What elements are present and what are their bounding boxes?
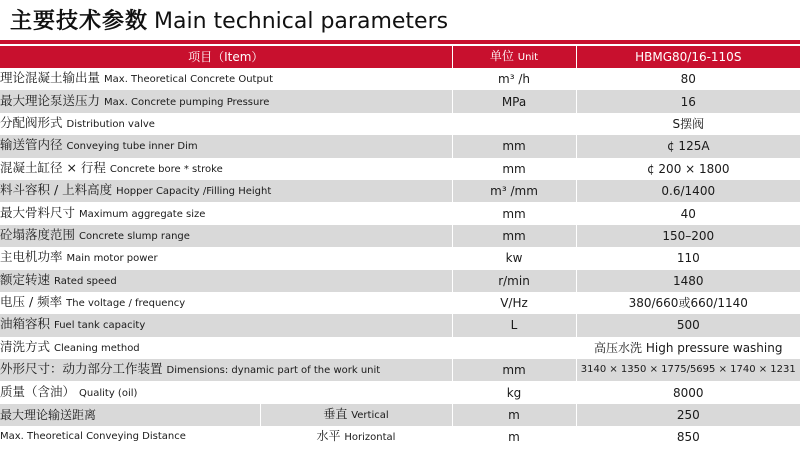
value-cell: 3140 × 1350 × 1775/5695 × 1740 × 1231	[576, 359, 800, 381]
header-item: 项目（Item）	[0, 46, 452, 68]
value-cell: S摆阀	[576, 113, 800, 135]
unit-cell: MPa	[452, 90, 576, 112]
unit-cell: mm	[452, 359, 576, 381]
param-zh: 外形尺寸：动力部分工作装置	[0, 361, 163, 377]
header-unit-zh: 单位	[489, 49, 514, 63]
param-zh: 电压 / 频率	[0, 294, 63, 310]
value-cell: 0.6/1400	[576, 180, 800, 202]
value-cell: 110	[576, 247, 800, 269]
param-zh: 混凝土缸径 × 行程	[0, 159, 106, 175]
unit-cell: m	[452, 426, 576, 448]
param-en: Cleaning method	[54, 342, 140, 354]
value-cell: 500	[576, 314, 800, 336]
param-en: Main motor power	[66, 253, 158, 265]
conveying-zh: 最大理论输送距离	[0, 404, 260, 426]
param-zh: 质量（含油）	[0, 383, 76, 399]
value-cell: 850	[576, 426, 800, 448]
param-en: Dimensions: dynamic part of the work unit	[166, 365, 381, 377]
unit-cell: mm	[452, 135, 576, 157]
param-en: Max. Concrete pumping Pressure	[104, 96, 270, 108]
table-row-conveying-horizontal	[0, 426, 800, 448]
horizontal-zh: 水平	[316, 429, 341, 444]
table-row	[0, 314, 800, 336]
param-en: The voltage / frequency	[66, 298, 186, 310]
vertical-zh: 垂直	[323, 407, 348, 422]
param-cell	[0, 247, 452, 269]
param-cell	[0, 135, 452, 157]
param-cell	[0, 359, 452, 381]
param-cell	[0, 337, 452, 359]
unit-cell: L	[452, 314, 576, 336]
value-cell: ¢ 125A	[576, 135, 800, 157]
table-row	[0, 381, 800, 403]
conveying-vertical-label	[260, 404, 452, 426]
table-row	[0, 180, 800, 202]
table-row	[0, 90, 800, 112]
param-zh: 额定转速	[0, 271, 51, 287]
table-row	[0, 68, 800, 90]
param-cell	[0, 158, 452, 180]
table-row	[0, 337, 800, 359]
param-cell	[0, 68, 452, 90]
param-zh: 料斗容积 / 上料高度	[0, 182, 113, 198]
unit-cell: m³ /h	[452, 68, 576, 90]
unit-cell: V/Hz	[452, 292, 576, 314]
table-row	[0, 135, 800, 157]
table-row	[0, 292, 800, 314]
page-header	[0, 0, 800, 44]
param-zh: 油箱容积	[0, 316, 51, 332]
param-en: Concrete bore * stroke	[109, 163, 223, 175]
value-cell: 1480	[576, 270, 800, 292]
unit-cell: kw	[452, 247, 576, 269]
param-zh: 砼塌落度范围	[0, 226, 76, 242]
unit-cell: mm	[452, 202, 576, 224]
unit-cell: kg	[452, 381, 576, 403]
value-cell: 8000	[576, 381, 800, 403]
param-en: Concrete slump range	[79, 230, 190, 242]
param-cell	[0, 180, 452, 202]
table-body	[0, 68, 800, 449]
page-title	[10, 8, 448, 36]
param-en: Quality (oil)	[79, 387, 138, 399]
table-row	[0, 247, 800, 269]
param-cell	[0, 381, 452, 403]
value-cell: 40	[576, 202, 800, 224]
header-unit-en: Unit	[517, 52, 539, 63]
table-row-conveying-vertical	[0, 404, 800, 426]
unit-cell: mm	[452, 158, 576, 180]
table-row	[0, 225, 800, 247]
header-model: HBMG80/16-110S	[576, 46, 800, 68]
spec-table	[0, 46, 800, 449]
param-cell	[0, 113, 452, 135]
horizontal-en: Horizontal	[344, 432, 396, 444]
param-zh: 清洗方式	[0, 338, 51, 354]
header-unit	[452, 46, 576, 68]
table-header-row	[0, 46, 800, 68]
table-row	[0, 359, 800, 381]
unit-cell: m	[452, 404, 576, 426]
value-cell: 16	[576, 90, 800, 112]
conveying-horizontal-label	[260, 426, 452, 448]
unit-cell	[452, 113, 576, 135]
param-cell	[0, 314, 452, 336]
param-cell	[0, 292, 452, 314]
param-cell	[0, 202, 452, 224]
param-cell	[0, 270, 452, 292]
param-en: Max. Theoretical Concrete Output	[104, 74, 274, 86]
param-en: Distribution valve	[66, 118, 155, 130]
param-zh: 理论混凝土输出量	[0, 70, 101, 86]
unit-cell	[452, 337, 576, 359]
table-row	[0, 158, 800, 180]
value-cell: 高压水洗 High pressure washing	[576, 337, 800, 359]
param-zh: 最大骨料尺寸	[0, 204, 76, 220]
value-cell: ¢ 200 × 1800	[576, 158, 800, 180]
param-zh: 输送管内径	[0, 137, 63, 153]
table-row	[0, 113, 800, 135]
value-cell: 150–200	[576, 225, 800, 247]
title-en: Main technical parameters	[154, 9, 449, 34]
value-cell: 250	[576, 404, 800, 426]
param-en: Conveying tube inner Dim	[66, 141, 198, 153]
param-cell	[0, 90, 452, 112]
param-zh: 主电机功率	[0, 249, 63, 265]
title-underline	[0, 40, 800, 44]
param-en: Fuel tank capacity	[54, 320, 146, 332]
title-zh: 主要技术参数	[10, 9, 149, 34]
unit-cell: mm	[452, 225, 576, 247]
param-zh: 分配阀形式	[0, 114, 63, 130]
param-en: Hopper Capacity /Filling Height	[116, 186, 272, 198]
value-cell: 80	[576, 68, 800, 90]
param-zh: 最大理论泵送压力	[0, 92, 101, 108]
table-row	[0, 270, 800, 292]
unit-cell: r/min	[452, 270, 576, 292]
table-row	[0, 202, 800, 224]
param-en: Rated speed	[54, 275, 117, 287]
unit-cell: m³ /mm	[452, 180, 576, 202]
conveying-en: Max. Theoretical Conveying Distance	[0, 426, 260, 448]
value-cell: 380/660或660/1140	[576, 292, 800, 314]
vertical-en: Vertical	[351, 410, 389, 422]
param-en: Maximum aggregate size	[79, 208, 206, 220]
param-cell	[0, 225, 452, 247]
